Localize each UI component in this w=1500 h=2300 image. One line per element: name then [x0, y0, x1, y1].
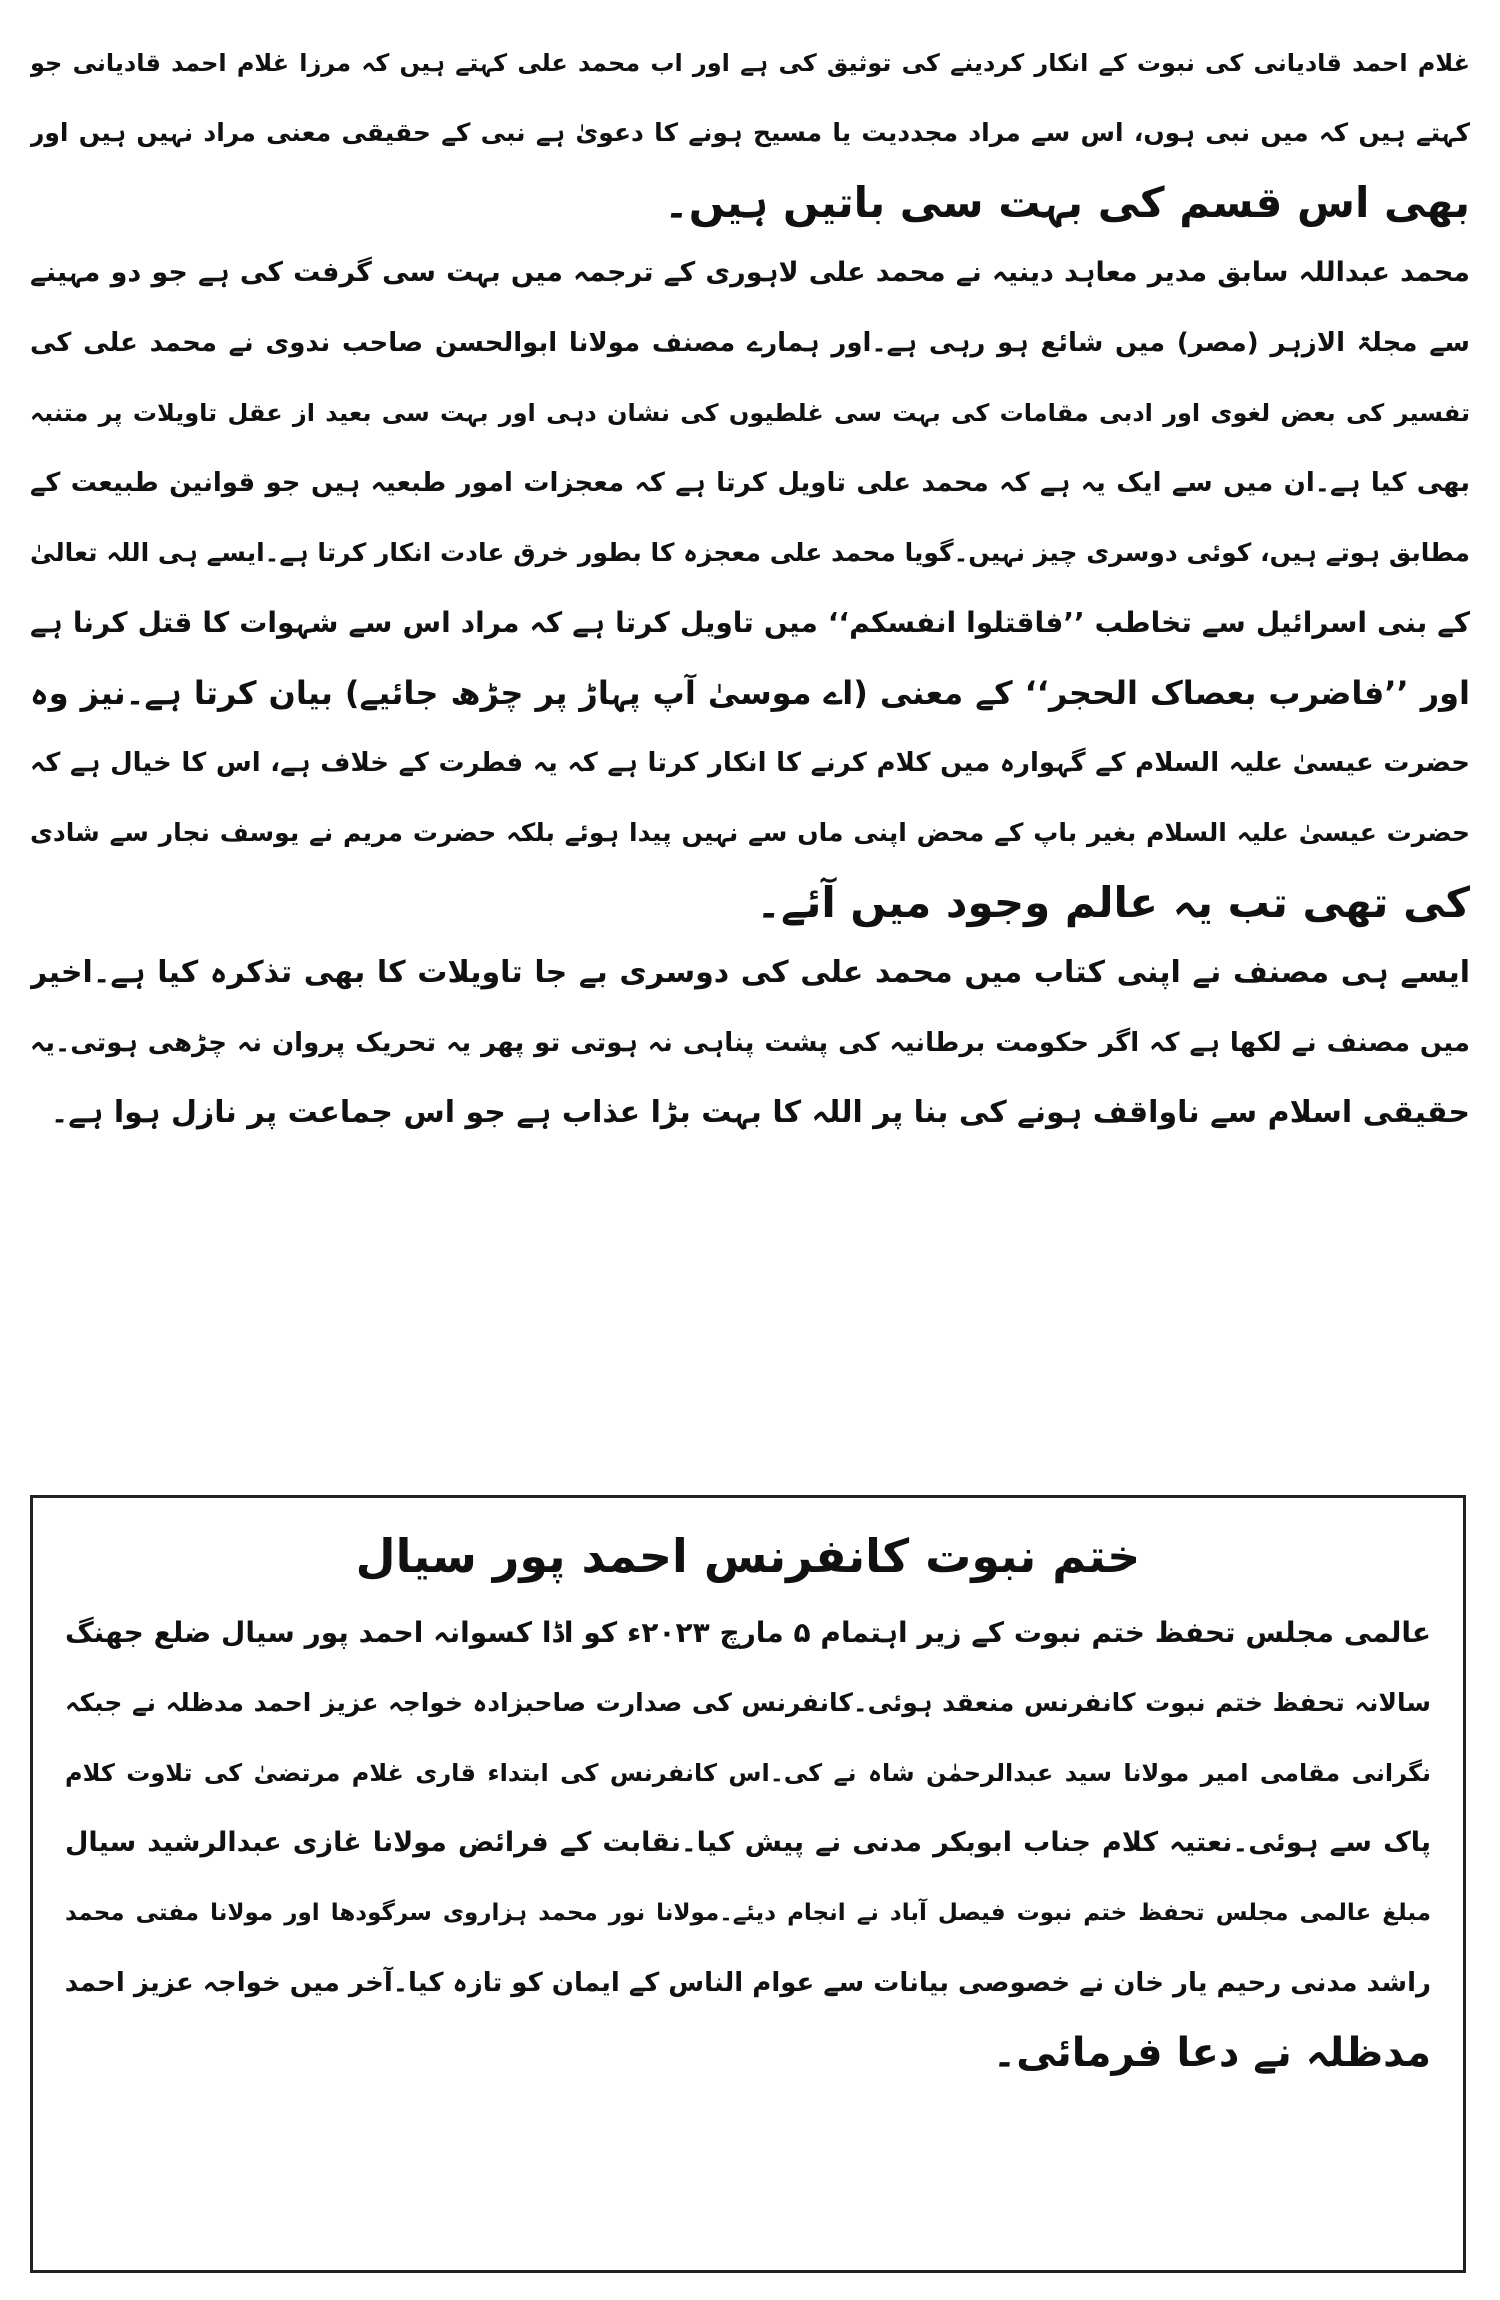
text-line: تفسیر کی بعض لغوی اور ادبی مقامات کی بہت سی غلطیوں کی نشان دہی اور بہت سی بعید از عقل تاویلات پر متنبہ — [30, 399, 1470, 427]
text-line: عالمی مجلس تحفظ ختم نبوت کے زیر اہتمام ۵ مارچ ۲۰۲۳ء کو اڈا کسوانہ احمد پور سیال ضلع جھنگ — [65, 1616, 1431, 1649]
text-line: غلام احمد قادیانی کی نبوت کے انکار کردینے کی توثیق کی ہے اور اب محمد علی کہتے ہیں کہ مرزا غلام احمد قادیانی جو — [30, 49, 1470, 77]
text-line: پاک سے ہوئی۔نعتیہ کلام جناب ابوبکر مدنی نے پیش کیا۔نقابت کے فرائض مولانا غازی عبدالرشید سیال — [65, 1827, 1431, 1858]
text-line: بھی کیا ہے۔ان میں سے ایک یہ ہے کہ محمد علی تاویل کرتا ہے کہ معجزات امور طبعیہ ہیں جو قوانین طبیعت کے — [30, 468, 1470, 498]
article-body — [30, 28, 1470, 1148]
text-line: مدظلہ نے دعا فرمائی۔ — [992, 2030, 1431, 2076]
text-line: مطابق ہوتے ہیں، کوئی دوسری چیز نہیں۔گویا محمد علی معجزہ کا بطور خرق عادت انکار کرتا ہے۔ایسے ہی اللہ تعالیٰ — [30, 538, 1470, 567]
paragraph-1 — [30, 28, 1470, 238]
news-box — [30, 1495, 1466, 2273]
text-line: اور ’’فاضرب بعصاک الحجر‘‘ کے معنی (اے موسیٰ آپ پہاڑ پر چڑھ جائیے) بیان کرتا ہے۔نیز وہ — [30, 674, 1470, 712]
text-line: محمد عبداللہ سابق مدیر معاہد دینیہ نے محمد علی لاہوری کے ترجمہ میں بہت سی گرفت کی ہے جو دو مہینے — [30, 257, 1470, 288]
text-line: حضرت عیسیٰ علیہ السلام بغیر باپ کے محض اپنی ماں سے نہیں پیدا ہوئے بلکہ حضرت مریم نے یوسف نجار سے شادی — [30, 818, 1470, 847]
box-body — [65, 1598, 1431, 2088]
text-line: حضرت عیسیٰ علیہ السلام کے گہوارہ میں کلام کرنے کا انکار کرتا ہے کہ یہ فطرت کے خلاف ہے، اس کا خیال ہے کہ — [30, 748, 1470, 778]
text-line: نگرانی مقامی امیر مولانا سید عبدالرحمٰن شاہ نے کی۔اس کانفرنس کی ابتداء قاری غلام مرتضیٰ کی تلاوت کلام — [65, 1759, 1431, 1787]
text-line: حقیقی اسلام سے ناواقف ہونے کی بنا پر اللہ کا بہت بڑا عذاب ہے جو اس جماعت پر نازل ہوا ہے۔ — [50, 1095, 1470, 1130]
text-line: میں مصنف نے لکھا ہے کہ اگر حکومت برطانیہ کی پشت پناہی نہ ہوتی تو پھر یہ تحریک پروان نہ چڑھی ہوتی۔یہ — [30, 1028, 1470, 1058]
text-line: راشد مدنی رحیم یار خان نے خصوصی بیانات سے عوام الناس کے ایمان کو تازہ کیا۔آخر میں خواجہ عزیز احمد — [65, 1968, 1431, 1998]
text-line: ایسے ہی مصنف نے اپنی کتاب میں محمد علی کی دوسری بے جا تاویلات کا بھی تذکرہ کیا ہے۔اخیر — [30, 955, 1470, 990]
paragraph-2 — [30, 238, 1470, 938]
text-line: کی تھی تب یہ عالم وجود میں آئے۔ — [756, 878, 1470, 927]
text-line: سے مجلۃ الازہر (مصر) میں شائع ہو رہی ہے۔اور ہمارے مصنف مولانا ابوالحسن صاحب ندوی نے محمد علی کی — [30, 328, 1470, 358]
paragraph-3 — [30, 938, 1470, 1148]
text-line: کے بنی اسرائیل سے تخاطب ’’فاقتلوا انفسکم‘‘ میں تاویل کرتا ہے کہ مراد اس سے شہوات کا قتل کرنا ہے — [30, 606, 1470, 639]
text-line: بھی اس قسم کی بہت سی باتیں ہیں۔ — [664, 178, 1470, 227]
text-line: مبلغ عالمی مجلس تحفظ ختم نبوت فیصل آباد نے انجام دیئے۔مولانا نور محمد ہزاروی سرگودھا اور مولانا مفتی محمد — [65, 1900, 1431, 1926]
text-line: سالانہ تحفظ ختم نبوت کانفرنس منعقد ہوئی۔کانفرنس کی صدارت صاحبزادہ خواجہ عزیز احمد مدظلہ نے جبکہ — [65, 1688, 1431, 1717]
box-title: ختم نبوت کانفرنس احمد پور سیال — [355, 1529, 1141, 1583]
text-line: کہتے ہیں کہ میں نبی ہوں، اس سے مراد مجددیت یا مسیح ہونے کا دعویٰ ہے نبی کے حقیقی معنی مراد نہیں ہیں اور — [30, 118, 1470, 147]
